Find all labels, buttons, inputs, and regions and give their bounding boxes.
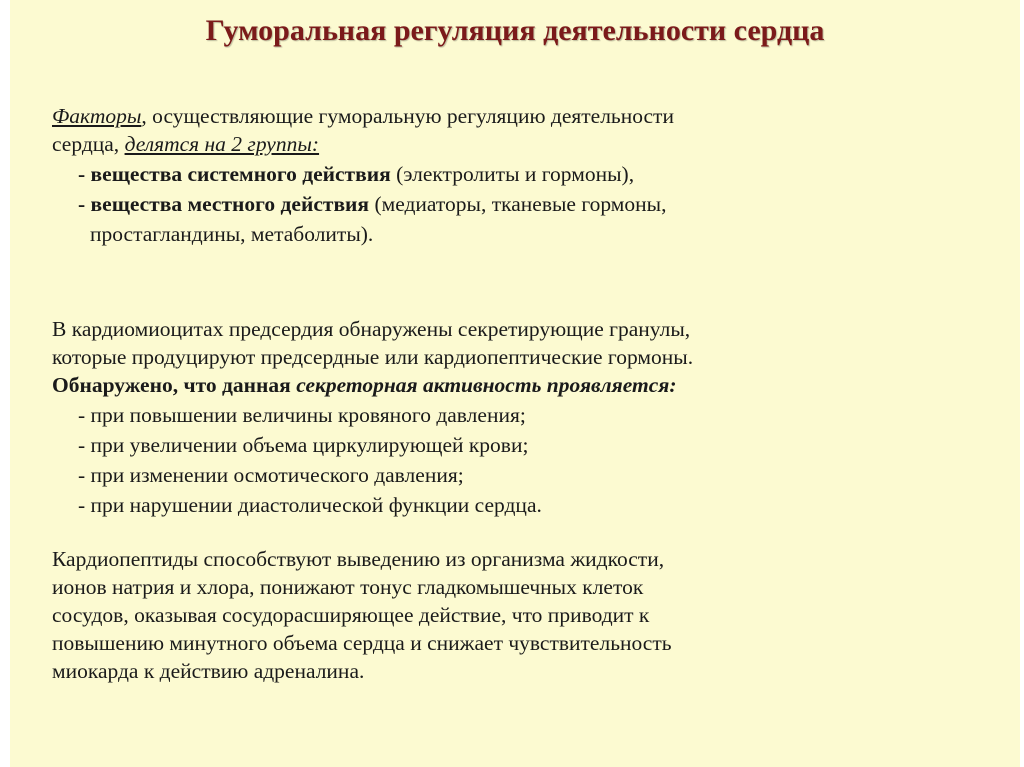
secretion-paragraph: [52, 315, 952, 519]
factors-paragraph: [52, 102, 952, 248]
group-item-local: - вещества местного действия (медиаторы, тканевые гормоны,: [78, 192, 667, 216]
factors-term: Факторы: [52, 104, 142, 128]
paragraph-line: сосудов, оказывая сосудорасширяющее действие, что приводит к: [52, 603, 650, 627]
factors-line-2: сердца, делятся на 2 группы:: [52, 132, 320, 156]
secretion-line-2: которые продуцируют предсердные или кардиопептические гормоны.: [52, 345, 694, 369]
group-item-local-continuation: простагландины, метаболиты).: [90, 222, 374, 246]
paragraph-line: ионов натрия и хлора, понижают тонус гладкомышечных клеток: [52, 575, 644, 599]
list-item: - при изменении осмотического давления;: [78, 463, 464, 487]
paragraph-line: Кардиопептиды способствуют выведению из организма жидкости,: [52, 547, 665, 571]
paragraph-line: миокарда к действию адреналина.: [52, 659, 365, 683]
list-item: - при повышении величины кровяного давления;: [78, 403, 526, 427]
cardiopeptides-paragraph: [52, 545, 952, 685]
list-item: - при нарушении диастолической функции сердца.: [78, 493, 542, 517]
group-item-systemic: - вещества системного действия (электролиты и гормоны),: [78, 162, 635, 186]
secretion-line-1: В кардиомиоцитах предсердия обнаружены секретирующие гранулы,: [52, 317, 691, 341]
groups-phrase: делятся на 2 группы:: [124, 132, 320, 156]
list-item: - при увеличении объема циркулирующей крови;: [78, 433, 529, 457]
slide: [10, 0, 1020, 767]
secretion-found-line: Обнаружено, что данная секреторная активность проявляется:: [52, 373, 677, 397]
slide-title: Гуморальная регуляция деятельности сердца: [205, 14, 825, 47]
factors-line-1: Факторы, осуществляющие гуморальную регуляцию деятельности: [52, 104, 674, 128]
paragraph-line: повышению минутного объема сердца и снижает чувствительность: [52, 631, 672, 655]
